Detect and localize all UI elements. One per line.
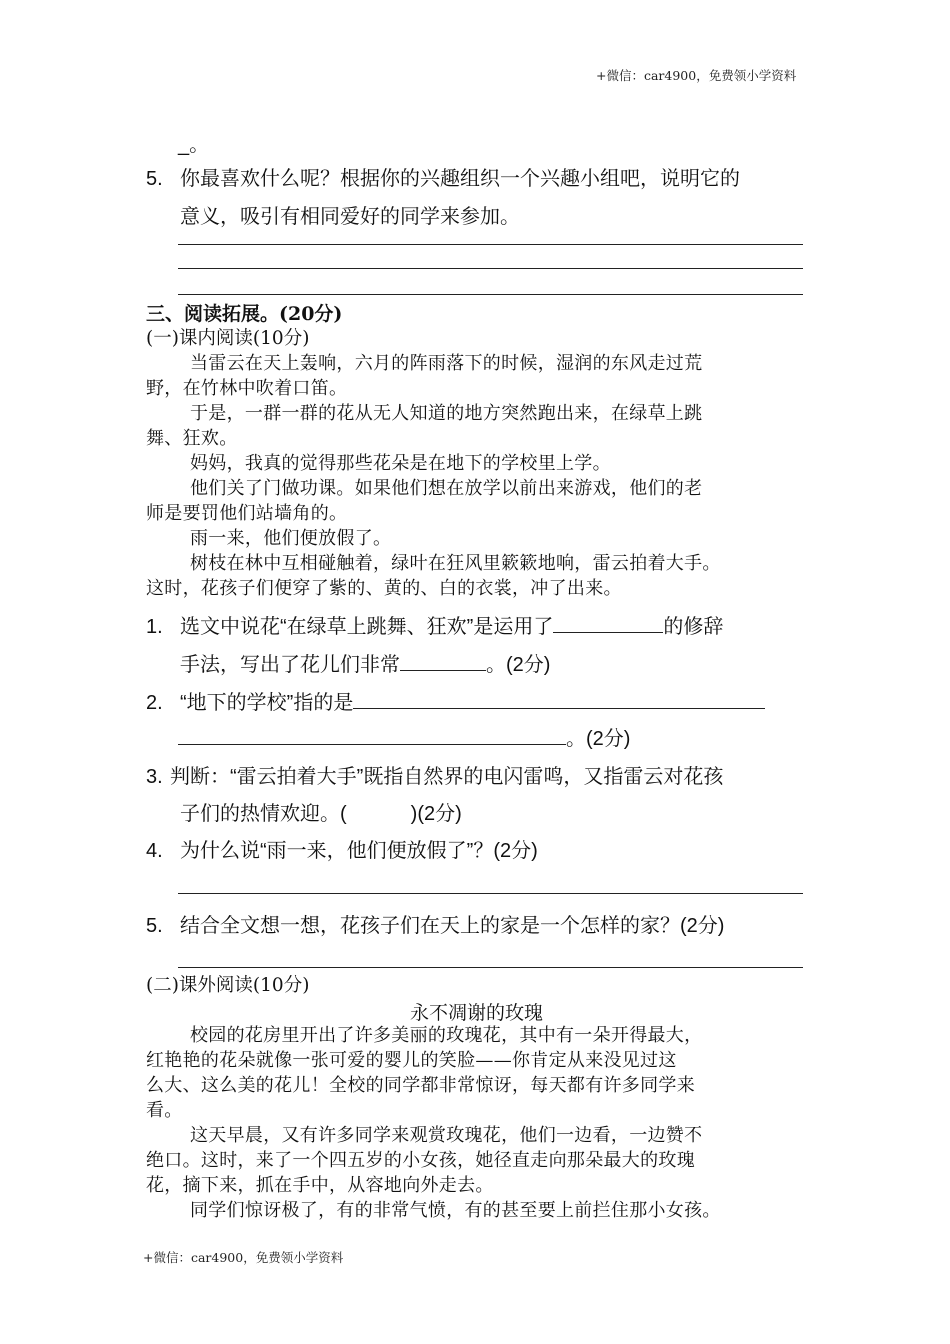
answer-line[interactable] xyxy=(178,893,803,894)
section-heading: 三、阅读拓展。(20分) xyxy=(146,303,343,325)
passage-title: 永不凋谢的玫瑰 xyxy=(410,1003,544,1024)
question-3-line-2 xyxy=(180,797,462,826)
passage-line: 红艳艳的花朵就像一张可爱的婴儿的笑脸——你肯定从来没见过这 xyxy=(146,1050,677,1071)
passage-line: 这时，花孩子们便穿了紫的、黄的、白的衣裳，冲了出来。 xyxy=(146,578,622,599)
part-two-heading: (二)课外阅读(10分) xyxy=(146,975,310,996)
question-3-line-1 xyxy=(146,760,723,789)
answer-line[interactable] xyxy=(178,294,803,295)
passage-line: 树枝在林中互相碰触着，绿叶在狂风里簌簌地响，雷云拍着大手。 xyxy=(190,553,721,574)
question-number: 1. xyxy=(146,616,163,638)
question-text: 子们的热情欢迎。( xyxy=(180,803,347,825)
question-1-line-2 xyxy=(180,648,550,677)
passage-line: 他们关了门做功课。如果他们想在放学以前出来游戏，他们的老 xyxy=(190,478,703,499)
answer-line[interactable] xyxy=(178,244,803,245)
passage-line: 妈妈，我真的觉得那些花朵是在地下的学校里上学。 xyxy=(190,453,611,474)
question-number: 5. xyxy=(146,915,163,937)
question-text: 手法，写出了花儿们非常 xyxy=(180,654,400,676)
passage-line: 绝口。这时，来了一个四五岁的小女孩，她径直走向那朵最大的玫瑰 xyxy=(146,1150,695,1171)
previous-answer-end: _。 xyxy=(178,134,210,156)
passage-line: 看。 xyxy=(146,1100,183,1121)
passage-line: 这天早晨，又有许多同学来观赏玫瑰花，他们一边看，一边赞不 xyxy=(190,1125,703,1146)
question-text: 为什么说“雨一来，他们便放假了”？(2分) xyxy=(180,840,538,862)
question-text: 结合全文想一想，花孩子们在天上的家是一个怎样的家？(2分) xyxy=(180,915,725,937)
passage-line: 野，在竹林中吹着口笛。 xyxy=(146,378,348,399)
question-2-line-1 xyxy=(146,686,765,715)
question-number: 2. xyxy=(146,692,163,714)
fill-in-blank[interactable] xyxy=(353,690,765,709)
passage-line: 师是要罚他们站墙角的。 xyxy=(146,503,348,524)
passage-line: 舞、狂欢。 xyxy=(146,428,238,449)
fill-in-blank[interactable] xyxy=(400,652,486,671)
question-text: 。(2分) xyxy=(486,654,551,676)
question-5-line-2: 意义，吸引有相同爱好的同学来参加。 xyxy=(180,206,520,228)
passage-line: 校园的花房里开出了许多美丽的玫瑰花，其中有一朵开得最大， xyxy=(190,1025,703,1046)
fill-in-blank[interactable] xyxy=(553,614,663,633)
header-watermark: +微信：car4900，免费领小学资料 xyxy=(596,68,797,83)
question-5-line-1 xyxy=(146,162,740,191)
question-number: 4. xyxy=(146,840,163,862)
question-number: 3. xyxy=(146,766,163,788)
question-text: “地下的学校”指的是 xyxy=(180,692,354,714)
question-4-line-1 xyxy=(146,834,538,863)
footer-watermark: +微信：car4900，免费领小学资料 xyxy=(143,1250,344,1265)
passage-line: 雨一来，他们便放假了。 xyxy=(190,528,392,549)
question-text: 你最喜欢什么呢？根据你的兴趣组织一个兴趣小组吧，说明它的 xyxy=(180,168,740,190)
answer-line[interactable] xyxy=(178,967,803,968)
passage-line: 当雷云在天上轰响，六月的阵雨落下的时候，湿润的东风走过荒 xyxy=(190,353,703,374)
question-text: )(2分) xyxy=(410,803,462,825)
question-number: 5. xyxy=(146,168,163,190)
passage-line: 花，摘下来，抓在手中，从容地向外走去。 xyxy=(146,1175,494,1196)
question-5b-line-1 xyxy=(146,909,724,938)
answer-line[interactable] xyxy=(178,268,803,269)
passage-line: 么大、这么美的花儿！全校的同学都非常惊讶，每天都有许多同学来 xyxy=(146,1075,695,1096)
passage-line: 于是，一群一群的花从无人知道的地方突然跑出来，在绿草上跳 xyxy=(190,403,703,424)
question-2-line-2 xyxy=(178,722,630,751)
question-1-line-1 xyxy=(146,610,723,639)
question-text: 。(2分) xyxy=(566,728,631,750)
question-text: 的修辞 xyxy=(663,616,724,638)
fill-in-blank[interactable] xyxy=(178,726,566,745)
question-text: 选文中说花“在绿草上跳舞、狂欢”是运用了 xyxy=(180,616,554,638)
passage-line: 同学们惊讶极了，有的非常气愤，有的甚至要上前拦住那小女孩。 xyxy=(190,1200,721,1221)
question-text: 判断：“雷云拍着大手”既指自然界的电闪雷鸣，又指雷云对花孩 xyxy=(170,766,724,788)
part-one-heading: (一)课内阅读(10分) xyxy=(146,328,310,349)
